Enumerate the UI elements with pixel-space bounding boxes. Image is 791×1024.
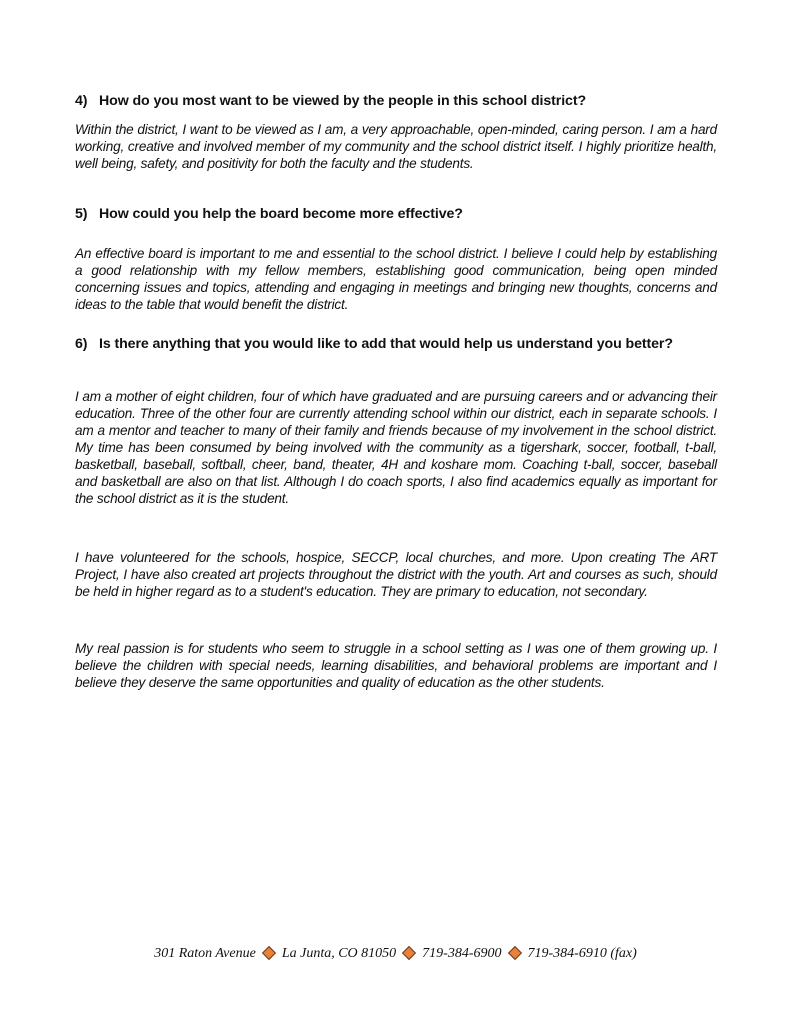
answer-5-paragraph: An effective board is important to me and essential to the school district. I believe I could help by establishing a good relationship with my fellow members, establishing good communication, being open minded concerning issues and topics, attending and engaging in meetings and bringing new thoughts, concerns and ideas to the table that would benefit the district. (75, 246, 717, 312)
question-number: 6) (75, 336, 88, 352)
answer-6-paragraph-1: I am a mother of eight children, four of which have graduated and are pursuing careers and or advancing their education. Three of the other four are currently attending school within our district, each in separate schools. I am a mentor and teacher to many of their family and friends because of my involvement in the school district. My time has been consumed by being involved with the community as a tigershark, soccer, football, t-ball, basketball, baseball, softball, cheer, band, theater, 4H and koshare mom. Coaching t-ball, soccer, baseball and basketball are also on that list. Although I do coach sports, I also find academics equally as important for the school district as it is the student. (75, 389, 717, 506)
diamond-bullet-icon (507, 946, 521, 960)
question-6 (75, 336, 717, 353)
question-number: 5) (75, 206, 88, 222)
question-text: How do you most want to be viewed by the people in this school district? (99, 93, 587, 109)
diamond-bullet-icon (402, 946, 416, 960)
answer-6-paragraph-2: I have volunteered for the schools, hospice, SECCP, local churches, and more. Upon creating The ART Project, I have also created art projects throughout the district with the youth. Art and courses as such, should be held in higher regard as to a student's education. They are primary to education, not secondary. (75, 550, 717, 599)
question-4 (75, 93, 717, 110)
answer-6-paragraph-3: My real passion is for students who seem to struggle in a school setting as I was one of them growing up. I believe the children with special needs, learning disabilities, and behavioral problems are important and I believe they deserve the same opportunities and quality of education as the other students. (75, 641, 717, 690)
question-text: How could you help the board become more effective? (99, 206, 463, 222)
question-text: Is there anything that you would like to add that would help us understand you better? (99, 336, 673, 352)
footer-address: 301 Raton Avenue (154, 946, 256, 961)
footer-fax: 719-384-6910 (fax) (527, 946, 637, 961)
diamond-bullet-icon (262, 946, 276, 960)
footer-address-bar (0, 946, 791, 962)
question-number: 4) (75, 93, 88, 109)
footer-city: La Junta, CO 81050 (281, 946, 397, 961)
question-5 (75, 206, 717, 223)
footer-phone: 719-384-6900 (422, 946, 502, 961)
answer-4-paragraph: Within the district, I want to be viewed as I am, a very approachable, open-minded, caring person. I am a hard working, creative and involved member of my community and the school district itself. I highly prioritize health, well being, safety, and positivity for both the faculty and the students. (75, 122, 717, 171)
